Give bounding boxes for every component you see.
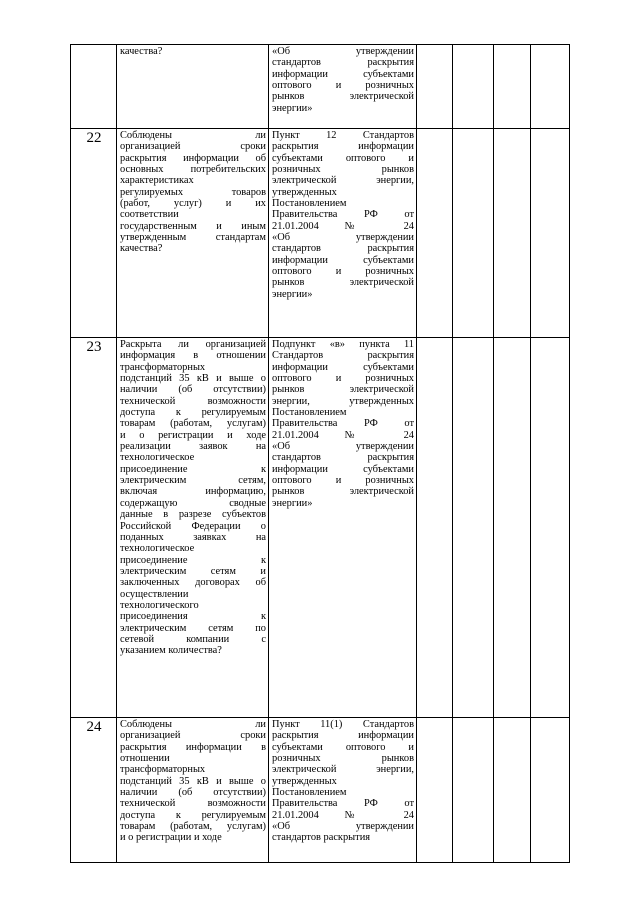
question-text-line: присоединения к: [120, 611, 266, 623]
question-text-line: соответствии: [120, 209, 179, 221]
legal-basis-cell: [269, 45, 417, 129]
legal-basis-cell: [269, 129, 417, 338]
legal-basis-text-line: 21.01.2004 № 24: [272, 429, 414, 441]
question-text-line: доступа к регулируемым: [120, 407, 266, 419]
question-text-line: товарам (работам, услугам): [120, 418, 266, 430]
question-text-line: (работ, услуг) и их: [120, 198, 266, 210]
empty-answer-cell: [453, 338, 494, 718]
legal-basis-text-line: электрической энергии,: [272, 175, 414, 187]
question-text-line: данные в разрезе субъектов: [120, 509, 266, 521]
question-text-line: основных потребительских: [120, 164, 266, 176]
legal-basis-text-line: информации субъектами: [272, 68, 414, 80]
legal-basis-text-line: информации субъектами: [272, 361, 414, 373]
legal-basis-text-line: Постановлением: [272, 787, 347, 799]
legal-basis-text-line: электрической энергии,: [272, 764, 414, 776]
question-text-line: содержащую сводные: [120, 497, 266, 509]
legal-basis-text-line: раскрытия информации: [272, 730, 414, 742]
empty-answer-cell: [531, 338, 570, 718]
legal-basis-text-line: розничных рынков: [272, 753, 414, 765]
table-row: [71, 45, 570, 129]
question-text-line: сетевой компании с: [120, 633, 266, 645]
question-text-line: регулируемых товаров: [120, 186, 266, 198]
legal-basis-text-line: Стандартов раскрытия: [272, 350, 414, 362]
legal-basis-text-line: Пункт 12 Стандартов: [272, 130, 414, 141]
empty-answer-cell: [417, 129, 453, 338]
question-text-line: утвержденным стандартам: [120, 232, 266, 244]
legal-basis-text-line: энергии, утвержденных: [272, 395, 414, 407]
legal-basis-text-line: Постановлением: [272, 198, 347, 210]
legal-basis-text-line: субъектами оптового и: [272, 152, 414, 164]
legal-basis-text-line: 21.01.2004 № 24: [272, 220, 414, 232]
legal-basis-text-line: рынков электрической: [272, 277, 414, 289]
empty-answer-cell: [531, 718, 570, 863]
question-text-line: отношении: [120, 753, 170, 765]
question-cell: [117, 45, 269, 129]
legal-basis-text-line: раскрытия информации: [272, 141, 414, 153]
question-text-line: Соблюдены ли: [120, 130, 266, 141]
question-text-line: раскрытия информации в: [120, 741, 266, 753]
question-text-line: трансформаторных: [120, 764, 206, 776]
legal-basis-text-line: Правительства РФ от: [272, 798, 414, 810]
legal-basis-text-line: оптового и розничных: [272, 266, 414, 278]
legal-basis-text-line: утвержденных: [272, 186, 337, 198]
empty-answer-cell: [494, 718, 531, 863]
question-text-line: Раскрыта ли организацией: [120, 339, 266, 350]
question-cell: [117, 129, 269, 338]
legal-basis-text-line: информации субъектами: [272, 463, 414, 475]
question-text-line: технической возможности: [120, 798, 266, 810]
question-text-line: электрическим сетям и: [120, 565, 266, 577]
legal-basis-text-line: энергии»: [272, 497, 313, 509]
question-text-line: присоединение к: [120, 554, 266, 566]
legal-basis-text-line: оптового и розничных: [272, 475, 414, 487]
question-text-line: осуществлении: [120, 588, 189, 600]
question-text-line: информация в отношении: [120, 350, 266, 362]
question-cell: [117, 338, 269, 718]
question-text-line: электрическим сетям,: [120, 475, 266, 487]
question-text-line: технологического: [120, 599, 199, 611]
legal-basis-text-line: Подпункт «в» пункта 11: [272, 339, 414, 350]
question-text-line: качества?: [120, 243, 163, 255]
question-text-line: подстанций 35 кВ и выше о: [120, 373, 266, 385]
question-text-line: раскрытия информации об: [120, 152, 266, 164]
empty-answer-cell: [494, 45, 531, 129]
legal-basis-text-line: рынков электрической: [272, 91, 414, 103]
row-number: 22: [71, 129, 117, 338]
legal-basis-text-line: стандартов раскрытия: [272, 243, 414, 255]
legal-basis-text-line: энергии»: [272, 102, 313, 114]
question-text-line: присоединение к: [120, 463, 266, 475]
question-text-line: наличии (об отсутствии): [120, 787, 266, 799]
table-row: [71, 718, 570, 863]
empty-answer-cell: [417, 338, 453, 718]
question-text-line: включая информацию,: [120, 486, 266, 498]
question-text-line: Российской Федерации о: [120, 520, 266, 532]
legal-basis-text-line: «Об утверждении: [272, 441, 414, 453]
question-cell: [117, 718, 269, 863]
question-text-line: заключенных договорах об: [120, 577, 266, 589]
legal-basis-text-line: стандартов раскрытия: [272, 57, 414, 69]
question-text-line: технологическое: [120, 452, 195, 464]
legal-basis-text-line: «Об утверждении: [272, 232, 414, 244]
empty-answer-cell: [531, 45, 570, 129]
empty-answer-cell: [453, 718, 494, 863]
checklist-table: [70, 44, 570, 863]
legal-basis-text-line: стандартов раскрытия: [272, 452, 414, 464]
legal-basis-text-line: стандартов раскрытия: [272, 832, 371, 844]
question-text-line: поданных заявках на: [120, 531, 266, 543]
legal-basis-text-line: «Об утверждении: [272, 821, 414, 833]
legal-basis-text-line: розничных рынков: [272, 164, 414, 176]
empty-answer-cell: [453, 45, 494, 129]
legal-basis-text-line: Постановлением: [272, 407, 347, 419]
question-text-line: технологическое: [120, 543, 195, 555]
question-text-line: и о регистрации и ходе: [120, 832, 222, 844]
legal-basis-text-line: «Об утверждении: [272, 46, 414, 57]
legal-basis-text-line: 21.01.2004 № 24: [272, 809, 414, 821]
empty-answer-cell: [453, 129, 494, 338]
question-text-line: и о регистрации и ходе: [120, 429, 266, 441]
legal-basis-text-line: Правительства РФ от: [272, 418, 414, 430]
question-text-line: товарам (работам, услугам): [120, 821, 266, 833]
legal-basis-text-line: энергии»: [272, 288, 313, 300]
question-text-line: качества?: [120, 46, 163, 57]
legal-basis-text-line: утвержденных: [272, 775, 337, 787]
question-text-line: наличии (об отсутствии): [120, 384, 266, 396]
question-text-line: организацией сроки: [120, 141, 266, 153]
empty-answer-cell: [531, 129, 570, 338]
question-text-line: характеристиках: [120, 175, 194, 187]
document-page: [70, 44, 570, 863]
legal-basis-text-line: Пункт 11(1) Стандартов: [272, 719, 414, 730]
question-text-line: подстанций 35 кВ и выше о: [120, 775, 266, 787]
row-number: 23: [71, 338, 117, 718]
legal-basis-text-line: Правительства РФ от: [272, 209, 414, 221]
legal-basis-text-line: субъектами оптового и: [272, 741, 414, 753]
legal-basis-text-line: информации субъектами: [272, 254, 414, 266]
question-text-line: технической возможности: [120, 395, 266, 407]
legal-basis-text-line: оптового и розничных: [272, 80, 414, 92]
empty-answer-cell: [494, 338, 531, 718]
question-text-line: реализации заявок на: [120, 441, 266, 453]
question-text-line: доступа к регулируемым: [120, 809, 266, 821]
question-text-line: трансформаторных: [120, 361, 206, 373]
legal-basis-text-line: рынков электрической: [272, 384, 414, 396]
row-number: 24: [71, 718, 117, 863]
empty-answer-cell: [417, 718, 453, 863]
question-text-line: организацией сроки: [120, 730, 266, 742]
table-row: [71, 129, 570, 338]
legal-basis-text-line: оптового и розничных: [272, 373, 414, 385]
table-row: [71, 338, 570, 718]
legal-basis-cell: [269, 718, 417, 863]
empty-answer-cell: [494, 129, 531, 338]
question-text-line: Соблюдены ли: [120, 719, 266, 730]
question-text-line: указанием количества?: [120, 645, 222, 657]
legal-basis-cell: [269, 338, 417, 718]
question-text-line: электрическим сетям по: [120, 622, 266, 634]
empty-answer-cell: [417, 45, 453, 129]
row-number: [71, 45, 117, 129]
legal-basis-text-line: рынков электрической: [272, 486, 414, 498]
question-text-line: государственным и иным: [120, 220, 266, 232]
